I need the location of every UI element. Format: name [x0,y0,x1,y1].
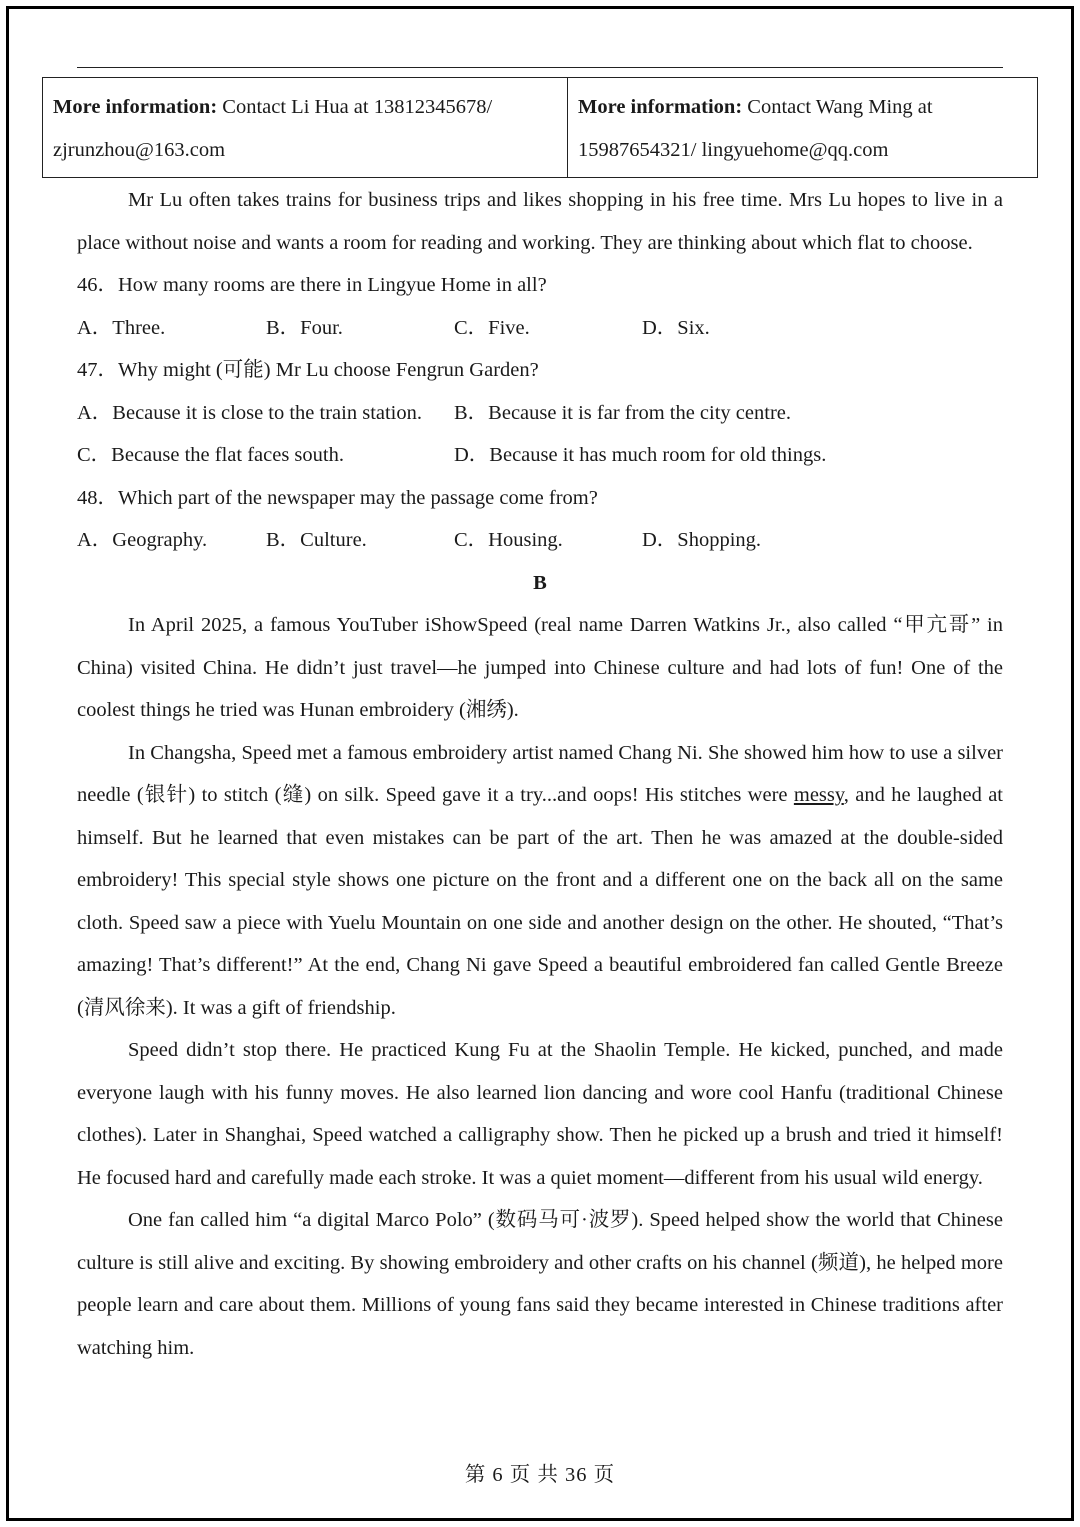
option-d: D．Because it has much room for old things. [454,444,827,466]
question-48-options [77,519,1003,562]
option-c: C．Because the flat faces south. [77,444,344,466]
page-number-footer: 第 6 页 共 36 页 [464,1464,616,1486]
option-d: D．Six. [642,316,710,339]
option-d: D．Shopping. [642,529,762,551]
question-47-options-row1 [77,392,1003,435]
question-47-options-row2 [77,434,1003,477]
option-a: A．Geography. [77,529,208,551]
option-a: A．Three. [77,316,166,339]
question-46: 46．How many rooms are there in Lingyue Home in all? [77,274,547,296]
p2-text-after: , and he laughed at himself. But he learned that even mistakes can be part of the art. Then he was amazed at the double-sided embroidery! This special style shows one picture on the front and a different one on the back all on the same cloth. Speed saw a piece with Yuelu Mountain on one side and another design on the other. He shouted, “That’s amazing! That’s different!” At the end, Chang Ni gave Speed a beautiful embroidered fan called Gentle Breeze (清风徐来). It was a gift of friendship. [77,784,1003,1019]
question-48: 48．Which part of the newspaper may the passage come from? [77,486,598,509]
contact-info-table [42,77,1038,178]
intro-paragraph: Mr Lu often takes trains for business trips and likes shopping in his free time. Mrs Lu hopes to live in a place without noise and wants a room for reading and working. They are thinking about which flat to choose. [77,189,1003,254]
header-rule [77,67,1003,68]
contact-cell-left [43,78,568,178]
question-46-options [77,307,1003,350]
contact-li-hua: Contact Li Hua at 13812345678/ [217,96,493,118]
contact-email-right: 15987654321/ lingyuehome@qq.com [578,139,889,161]
passage-paragraph-2 [77,732,1003,1030]
contact-cell-right [568,78,1038,178]
section-b-title: B [533,571,547,594]
passage-paragraph-3: Speed didn’t stop there. He practiced Kung Fu at the Shaolin Temple. He kicked, punched, and made everyone laugh with his funny moves. He also learned lion dancing and wore cool Hanfu (traditional Chinese clothes). Later in Shanghai, Speed watched a calligraphy show. Then he picked up a brush and tried it himself! He focused hard and carefully made each stroke. It was a quiet moment—different from his usual wild energy. [77,1039,1003,1189]
question-47: 47．Why might (可能) Mr Lu choose Fengrun Garden? [77,359,539,381]
option-b: B．Culture. [266,529,367,551]
passage-paragraph-4: One fan called him “a digital Marco Polo” (数码马可·波罗). Speed helped show the world that Chinese culture is still alive and exciting. By showing embroidery and other crafts on his channel (频道), he helped more people learn and care about them. Millions of young fans said they became interested in Chinese traditions after watching him. [77,1209,1003,1359]
option-b: B．Four. [266,316,343,339]
passage-paragraph-1: In April 2025, a famous YouTuber iShowSpeed (real name Darren Watkins Jr., also called “甲亢哥” in China) visited China. He didn’t just travel—he jumped into Chinese culture and had lots of fun! One of the coolest things he tried was Hunan embroidery (湘绣). [77,614,1003,721]
option-b: B．Because it is far from the city centre. [454,401,791,424]
contact-wang-ming: Contact Wang Ming at [742,96,933,118]
p2-text-before: In Changsha, Speed met a famous embroidery artist named Chang Ni. She showed him how to use a silver needle (银针) to stitch (缝) on silk. Speed gave it a try...and oops! His stitches were [77,741,1003,806]
contact-email-left: zjrunzhou@163.com [53,139,226,161]
page-content [77,179,1003,1369]
option-c: C．Housing. [454,529,563,551]
option-a: A．Because it is close to the train station. [77,401,423,424]
underlined-word-messy: messy [793,784,844,806]
info-label-left: More information: [53,96,218,118]
option-c: C．Five. [454,316,530,339]
info-label-right: More information: [578,96,743,118]
